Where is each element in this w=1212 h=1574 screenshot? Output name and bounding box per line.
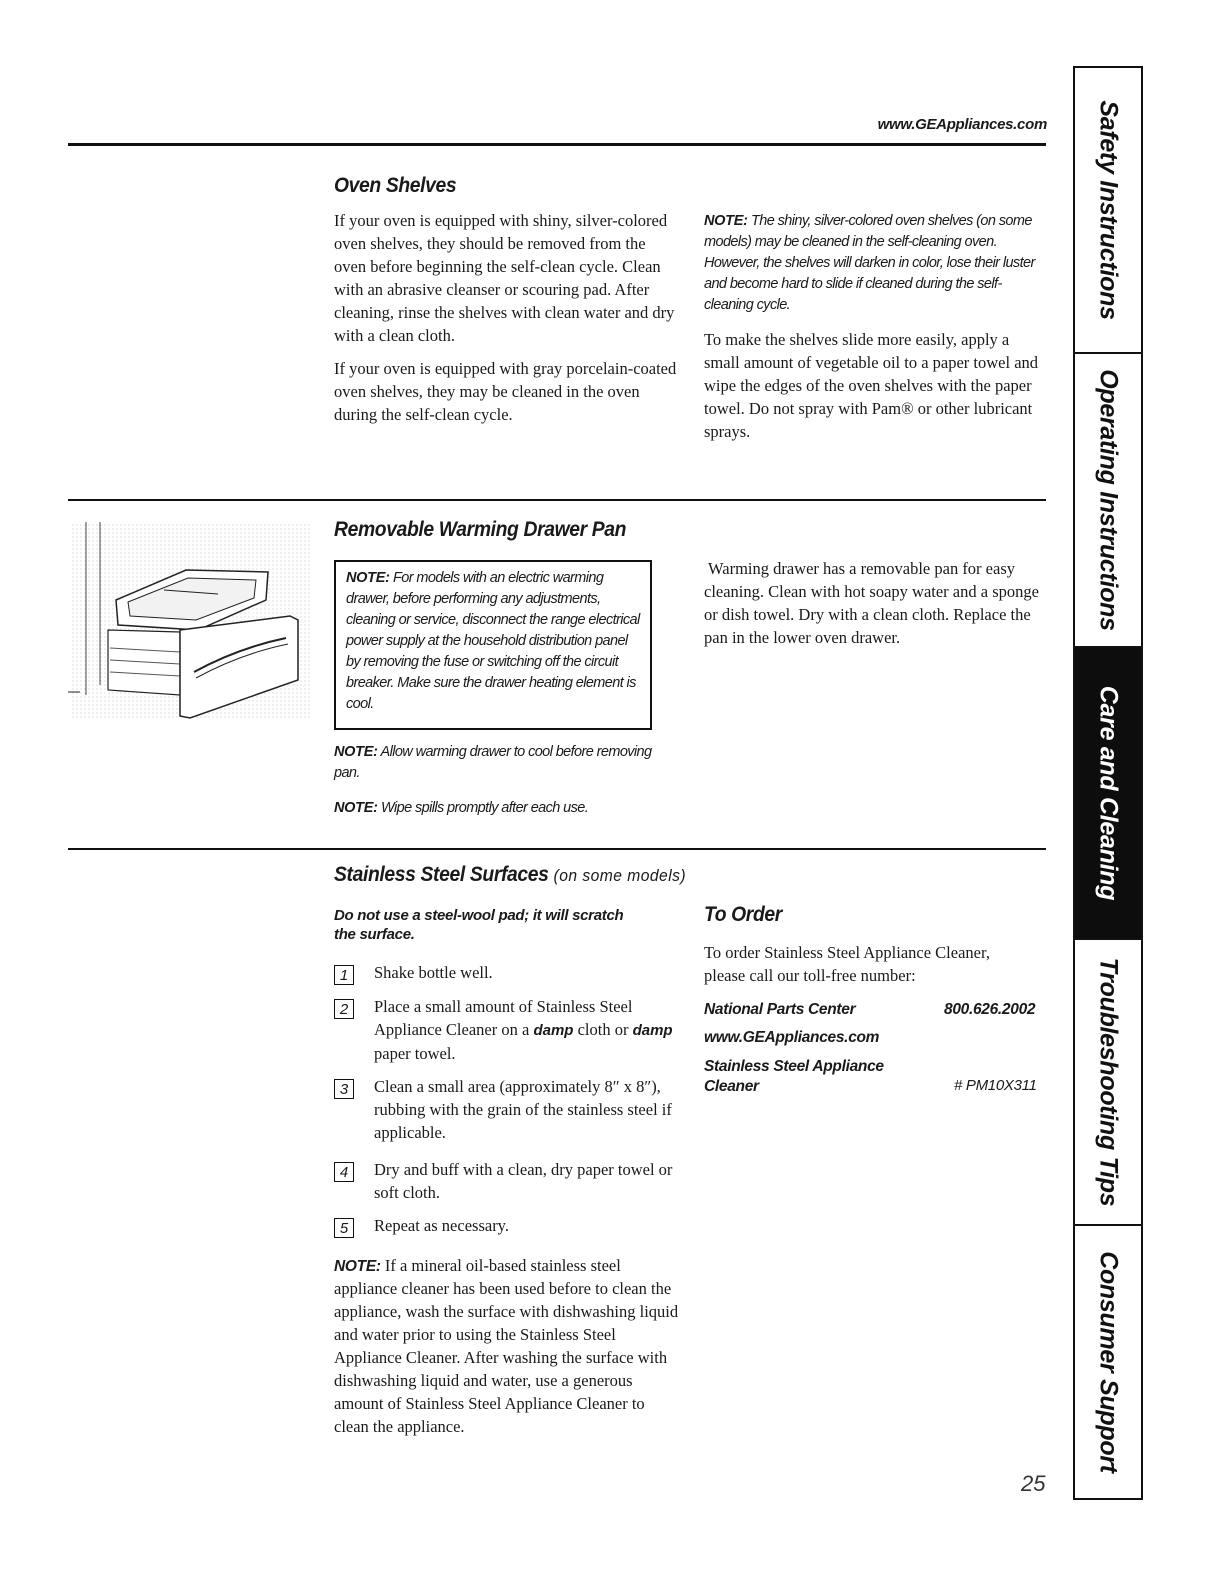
cleaner-label-line-1: Stainless Steel Appliance [704, 1058, 884, 1075]
note-label: NOTE: [704, 213, 748, 229]
tab-safety-instructions[interactable] [1075, 68, 1141, 354]
oven-shelves-left [334, 209, 679, 436]
to-order-intro: To order Stainless Steel Appliance Cleaner, please call our toll-free number: [704, 943, 990, 985]
steel-wool-warning: Do not use a steel-wool pad; it will scratch the surface. [334, 907, 624, 943]
stainless-title-main: Stainless Steel Surfaces [334, 863, 549, 886]
note-text: The shiny, silver-colored oven shelves (on some models) may be cleaned in the self-cleaning oven. However, the shelves will darken in color, lose their luster and become hard to slide if cleaned during the self-cleaning cycle. [704, 213, 1035, 313]
note-label: NOTE: [334, 800, 378, 816]
section-tabs [1073, 66, 1143, 1500]
step-text-emphasis: damp [533, 1022, 574, 1039]
tab-label: Troubleshooting Tips [1094, 957, 1123, 1207]
national-parts-phone[interactable]: 800.626.2002 [944, 1001, 1036, 1018]
stainless-title [334, 863, 686, 887]
note-label: NOTE: [334, 1258, 381, 1275]
step-text [374, 995, 674, 1065]
tab-operating-instructions[interactable] [1075, 354, 1141, 648]
step-text-emphasis: damp [632, 1022, 673, 1039]
warning-box-text: For models with an electric warming drawer, before performing any adjustments, cleaning or service, disconnect the range electrical power supply at the household distribution panel by removing the fuse or switching off the circuit breaker. Make sure the drawer heating element is cool. [346, 570, 640, 712]
warming-note-1 [334, 742, 654, 784]
tab-label: Consumer Support [1094, 1251, 1123, 1473]
tab-troubleshooting-tips[interactable] [1075, 940, 1141, 1226]
to-order-title: To Order [704, 903, 782, 926]
note-text: Wipe spills promptly after each use. [381, 800, 589, 816]
step-5 [334, 1214, 674, 1237]
step-number: 5 [334, 1218, 354, 1238]
tab-label: Care and Cleaning [1094, 685, 1123, 901]
step-number: 3 [334, 1079, 354, 1099]
note-text: If a mineral oil-based stainless steel appliance cleaner has been used before to clean the appliance, wash the surface with dishwashing liquid and water prior to using the Stainless Steel Appliance Cleaner. After washing the surface with dishwashing liquid and water, use a generous amount of Stainless Steel Appliance Cleaner to clean the appliance. [334, 1256, 679, 1436]
step-text-part: Place a small amount of Stainless Steel Appliance Cleaner on a [374, 997, 633, 1039]
step-text: Repeat as necessary. [374, 1216, 509, 1235]
oven-shelves-note [704, 211, 1049, 316]
oven-shelves-title: Oven Shelves [334, 174, 457, 197]
tab-label: Operating Instructions [1094, 369, 1123, 631]
header-rule [68, 143, 1046, 146]
tab-label: Safety Instructions [1094, 100, 1123, 320]
section-rule-2 [68, 848, 1046, 850]
warning-box [334, 560, 652, 730]
note-text: Allow warming drawer to cool before removing pan. [334, 744, 652, 781]
stainless-title-sub: (on some models) [553, 866, 687, 885]
step-text-part: cloth or [577, 1020, 629, 1039]
section-rule-1 [68, 499, 1046, 501]
step-1 [334, 961, 674, 984]
note-label: NOTE: [334, 744, 378, 760]
warning-box-label: NOTE: [346, 570, 390, 586]
order-website-link[interactable]: www.GEAppliances.com [704, 1029, 880, 1046]
national-parts-label: National Parts Center [704, 1001, 856, 1018]
step-text: Clean a small area (approximately 8″ x 8″), rubbing with the grain of the stainless steel if applicable. [374, 1077, 672, 1142]
step-2 [334, 995, 674, 1065]
step-number: 1 [334, 965, 354, 985]
header-url[interactable]: www.GEAppliances.com [877, 116, 1047, 133]
oven-shelves-para-2: If your oven is equipped with gray porcelain-coated oven shelves, they may be cleaned in the oven during the self-clean cycle. [334, 359, 677, 424]
step-text: Shake bottle well. [374, 963, 493, 982]
oven-shelves-right-para: To make the shelves slide more easily, apply a small amount of vegetable oil to a paper towel and wipe the edges of the oven shelves with the paper towel. Do not spray with Pam® or other lubricant sprays. [704, 330, 1039, 441]
step-number: 4 [334, 1162, 354, 1182]
warming-drawer-illustration [68, 520, 316, 720]
tab-care-and-cleaning[interactable] [1075, 648, 1141, 940]
step-3 [334, 1075, 674, 1144]
page-number: 25 [1021, 1471, 1046, 1496]
step-4 [334, 1158, 674, 1204]
warming-drawer-title: Removable Warming Drawer Pan [334, 518, 627, 541]
step-number: 2 [334, 999, 354, 1019]
step-text: Dry and buff with a clean, dry paper towel or soft cloth. [374, 1160, 673, 1202]
warming-drawer-desc: Warming drawer has a removable pan for easy cleaning. Clean with hot soapy water and a sponge or dish towel. Dry with a clean cloth. Replace the pan in the lower oven drawer. [704, 559, 1039, 647]
oven-shelves-right [704, 211, 1049, 443]
cleaner-label-line-2: Cleaner [704, 1078, 759, 1095]
tab-consumer-support[interactable] [1075, 1226, 1141, 1498]
warming-note-2 [334, 798, 654, 819]
oven-shelves-para-1: If your oven is equipped with shiny, silver-colored oven shelves, they should be removed from the oven before beginning the self-clean cycle. Clean with an abrasive cleanser or scouring pad. After cleaning, rinse the shelves with clean water and dry with a clean cloth. [334, 211, 675, 345]
step-text-part: paper towel. [374, 1044, 456, 1063]
stainless-note [334, 1254, 679, 1438]
cleaner-part-number: # PM10X311 [954, 1077, 1037, 1094]
